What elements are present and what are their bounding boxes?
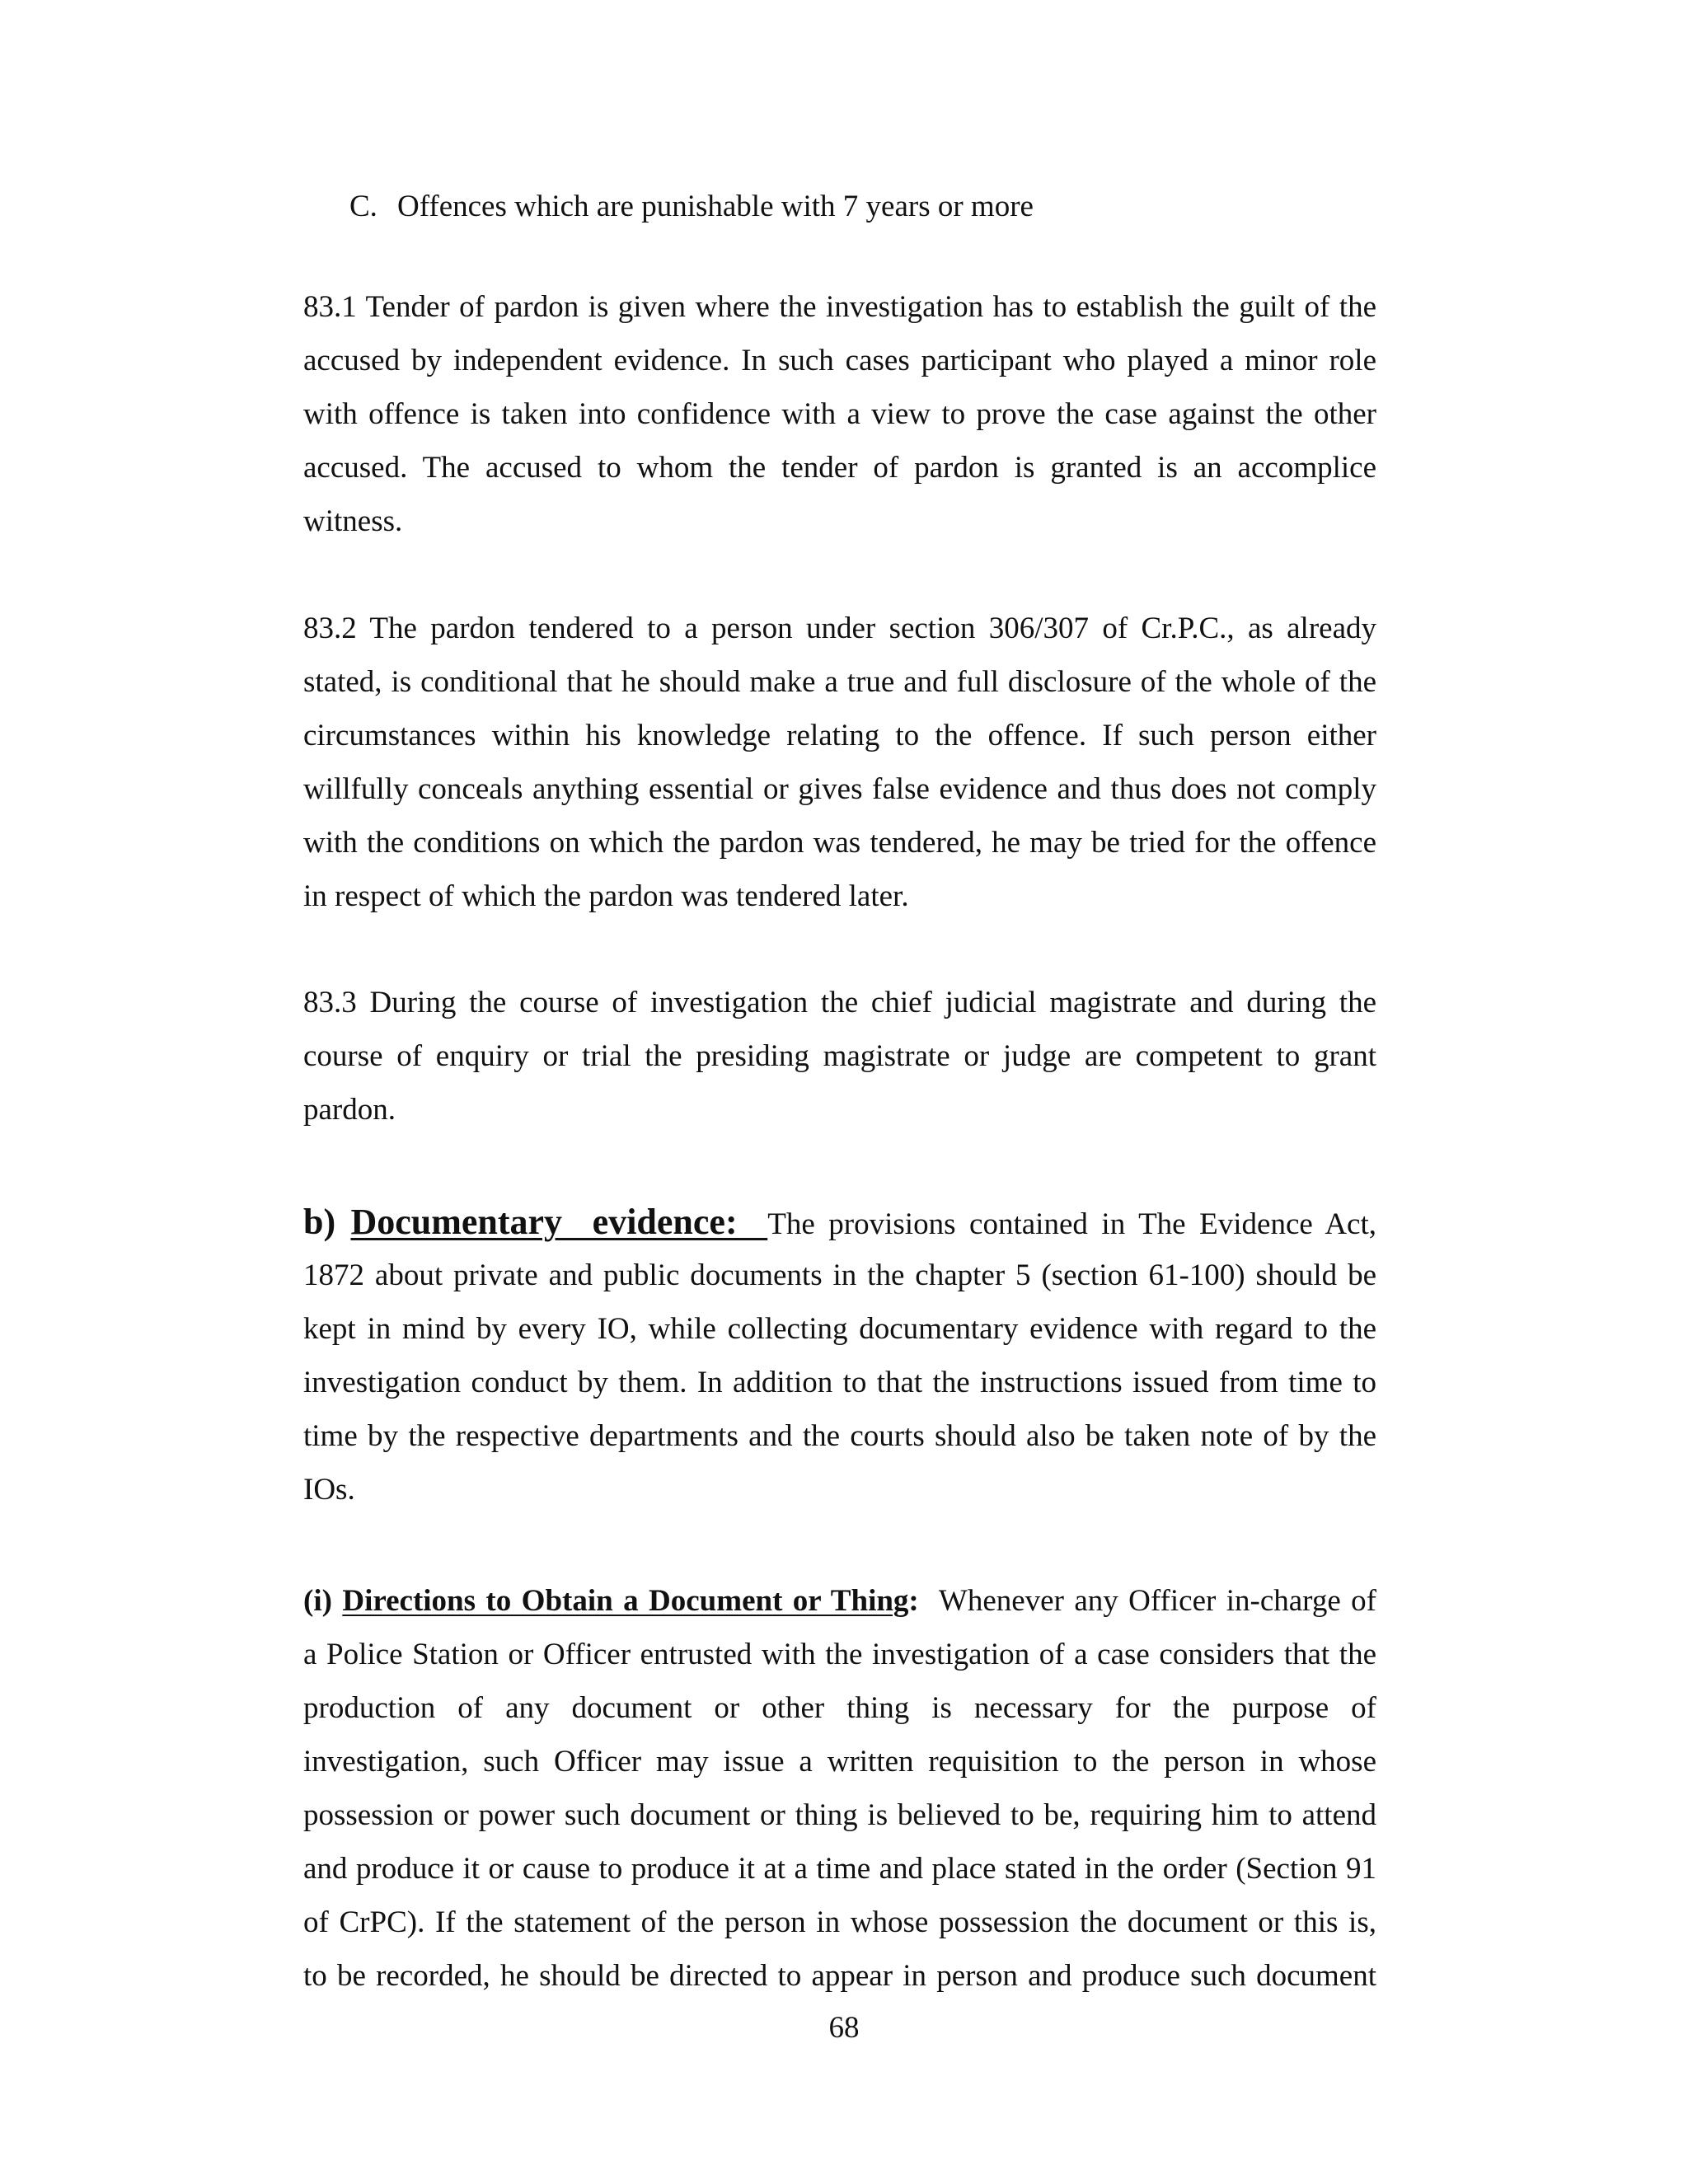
paragraph-line: in respect of which the pardon was tendered later. <box>303 879 909 913</box>
documentary-evidence-section <box>303 1195 1376 1516</box>
paragraph-line: a Police Station or Officer entrusted with the investigation of a case considers that the <box>303 1638 1376 1671</box>
paragraph-line: investigation, such Officer may issue a written requisition to the person in whose <box>303 1745 1376 1779</box>
paragraph-line: witness. <box>303 504 403 538</box>
paragraph-line: and produce it or cause to produce it at a time and place stated in the order (Section 91 <box>303 1852 1376 1886</box>
paragraph-line: possession or power such document or thing is believed to be, requiring him to attend <box>303 1798 1376 1832</box>
heading-text: Directions to Obtain a Document or Thing <box>342 1584 909 1618</box>
paragraph-83-1 <box>303 280 1376 548</box>
paragraph-line: with offence is taken into confidence with a view to prove the case against the other <box>303 397 1376 431</box>
heading-prefix: (i) <box>303 1584 343 1618</box>
documentary-evidence-heading <box>303 1202 767 1242</box>
paragraph-line: accused by independent evidence. In such cases participant who played a minor role <box>303 344 1376 377</box>
paragraph-line: 1872 about private and public documents in the chapter 5 (section 61-100) should be <box>303 1258 1376 1292</box>
list-item-text: Offences which are punishable with 7 years or more <box>397 190 1034 223</box>
paragraph-83-2 <box>303 602 1376 923</box>
page-number: 68 <box>828 2011 860 2045</box>
paragraph-83-3 <box>303 976 1376 1137</box>
paragraph-line: course of enquiry or trial the presiding magistrate or judge are competent to grant <box>303 1039 1376 1073</box>
paragraph-line: investigation conduct by them. In addition to that the instructions issued from time to <box>303 1366 1376 1399</box>
paragraph-line: willfully conceals anything essential or gives false evidence and thus does not comply <box>303 772 1376 806</box>
paragraph-line: circumstances within his knowledge relating to the offence. If such person either <box>303 719 1376 752</box>
list-item-c <box>349 180 1034 233</box>
heading-continuation: The provisions contained in The Evidence Act, <box>767 1207 1377 1241</box>
paragraph-line: 83.2 The pardon tendered to a person under section 306/307 of Cr.P.C., as already <box>303 612 1376 645</box>
heading-text: Documentary evidence: <box>350 1202 768 1242</box>
paragraph-line: time by the respective departments and the courts should also be taken note of by the <box>303 1419 1376 1453</box>
paragraph-line: IOs. <box>303 1473 355 1507</box>
paragraph-line: 83.1 Tender of pardon is given where the investigation has to establish the guilt of the <box>303 290 1376 324</box>
paragraph-line: stated, is conditional that he should make a true and full disclosure of the whole of the <box>303 665 1376 699</box>
documentary-evidence-first-line <box>303 1195 1376 1249</box>
directions-heading <box>303 1584 919 1618</box>
paragraph-line: pardon. <box>303 1093 396 1127</box>
paragraph-line: accused. The accused to whom the tender of pardon is granted is an accomplice <box>303 451 1376 485</box>
heading-suffix: : <box>908 1584 919 1618</box>
paragraph-line: kept in mind by every IO, while collecting documentary evidence with regard to the <box>303 1312 1376 1346</box>
directions-section <box>303 1574 1376 2003</box>
paragraph-line: production of any document or other thing is necessary for the purpose of <box>303 1691 1376 1725</box>
heading-continuation: Whenever any Officer in-charge of <box>918 1584 1376 1618</box>
paragraph-line: to be recorded, he should be directed to appear in person and produce such document <box>303 1959 1376 1993</box>
paragraph-line: with the conditions on which the pardon was tendered, he may be tried for the offence <box>303 826 1376 860</box>
paragraph-line: of CrPC). If the statement of the person in whose possession the document or this is, <box>303 1905 1376 1939</box>
heading-prefix: b) <box>303 1202 351 1242</box>
list-marker: C. <box>349 190 377 223</box>
directions-first-line <box>303 1574 1376 1628</box>
paragraph-line: 83.3 During the course of investigation the chief judicial magistrate and during the <box>303 986 1376 1019</box>
